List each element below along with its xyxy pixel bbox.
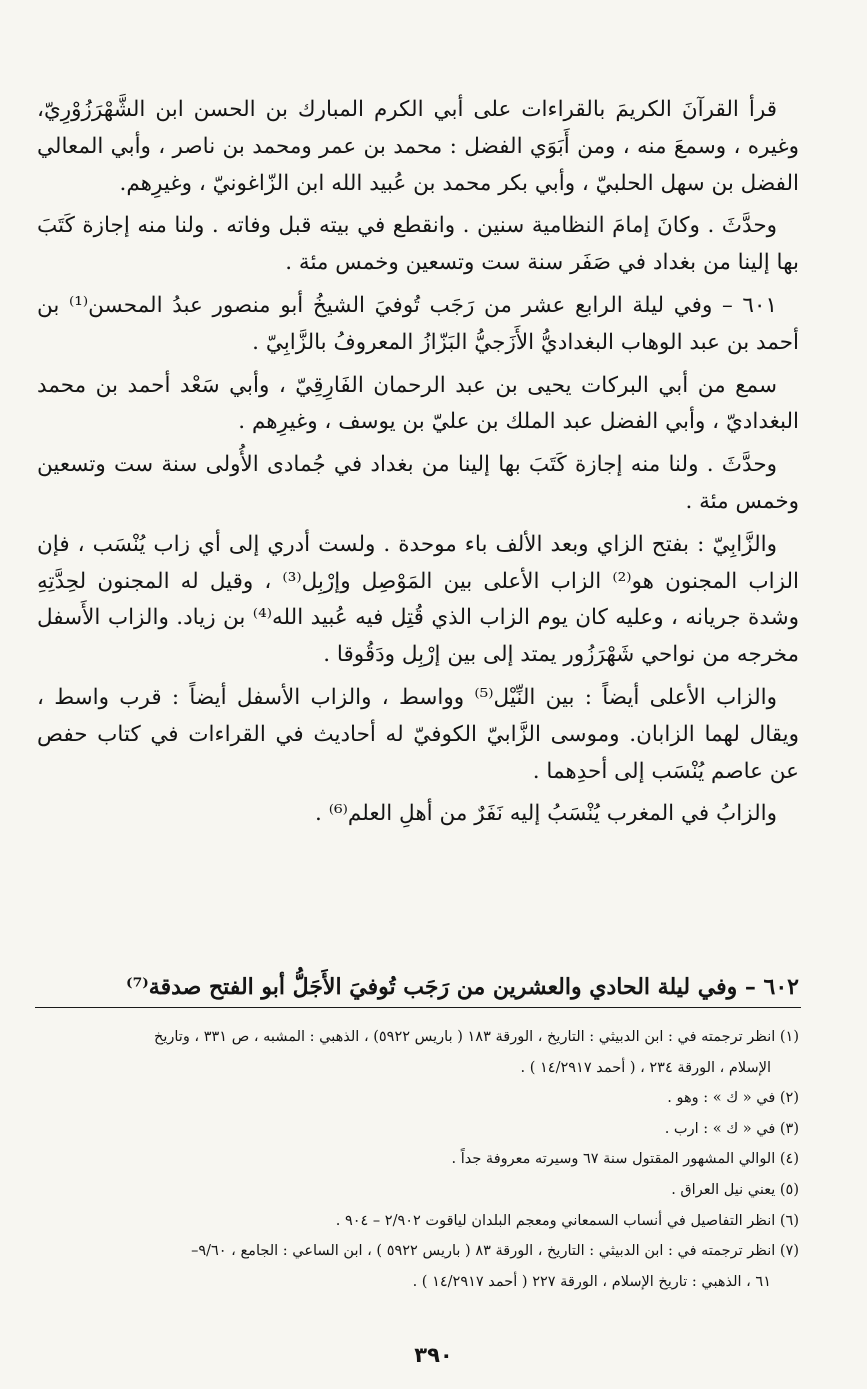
footnote-6: (٦) انظر التفاصيل في أنساب السمعاني ومعجم البلدان لياقوت ٢/٩٠٢ – ٩٠٤ . <box>335 1212 799 1229</box>
paragraph-upper-zab: والزاب الأعلى أيضاً : بين النِّيْل⁽⁵⁾ وواسط ، والزاب الأسفل أيضاً : قرب واسط ، ويقال لهما الزابان. وموسى الزَّابيّ الكوفيّ له أحاديث في القراءات في كتاب حفص عن عاصم يُنْسَب إلى أحدِهما . <box>37 684 799 784</box>
footnote-5: (٥) يعني نيل العراق . <box>671 1181 799 1198</box>
footnote-4: (٤) الوالي المشهور المقتول سنة ٦٧ وسيرته معروفة جداً . <box>451 1151 799 1168</box>
paragraph-biography-intro: قرأ القرآنَ الكريمَ بالقراءات على أبي الكرم المبارك بن الحسن ابن الشَّهْرَزُوْرِيّ، وغيره ، وسمعَ منه ، ومن أَبَوَي الفضل : محمد بن عمر ومحمد بن ناصر ، وأبي المعالي الفضل بن سهل الحلبيّ ، وأبي بكر محمد بن عُبيد الله ابن الزّاغونيّ ، وغيرِهم. <box>37 97 799 196</box>
footnote-3: (٣) في « ك » : ارب . <box>664 1120 799 1137</box>
footnote-7: (٧) انظر ترجمته في : ابن الدبيثي : التاريخ ، الورقة ٨٣ ( باريس ٥٩٢٢ ) ، ابن الساعي : الجامع ، ٩/٦٠– <box>191 1243 799 1260</box>
paragraph-maghreb-zab: والزابُ في المغرب يُنْسَبُ إليه نَفَرٌ من أهلِ العلم⁽⁶⁾ . <box>315 801 777 827</box>
footnote-7-continued: ٦١ ، الذهبي : تاريخ الإسلام ، الورقة ٢٢٧ ( أحمد ١٤/٢٩١٧ ) . <box>412 1273 771 1290</box>
footnote-1-continued: الإسلام ، الورقة ٢٣٤ ، ( أحمد ١٤/٢٩١٧ ) . <box>520 1059 771 1076</box>
main-text <box>37 92 799 833</box>
footnotes <box>37 1022 799 1297</box>
footnote-2: (٢) في « ك » : وهو . <box>667 1090 799 1107</box>
page-number: ٣٩٠ <box>414 1343 453 1367</box>
entry-601: ٦٠١ – وفي ليلة الرابع عشر من رَجَب تُوفيَ الشيخُ أبو منصور عبدُ المحسن⁽¹⁾ بن أحمد بن عبد الوهاب البغداديُّ الأَزَجيُّ البَزّازُ المعروفُ بالزَّابِيّ . <box>37 292 799 355</box>
paragraph-narration-2: وحدَّثَ . ولنا منه إجازة كَتَبَ بها إلينا من بغداد في جُمادى الأُولى سنة ست وتسعين وخمس مئة . <box>37 452 799 514</box>
entry-602: ٦٠٢ – وفي ليلة الحادي والعشرين من رَجَب تُوفيَ الأَجَلُّ أبو الفتح صدقة⁽⁷⁾ <box>126 974 799 1000</box>
paragraph-teachers: سمع من أبي البركات يحيى بن عبد الرحمان الفَارِقِيّ ، وأبي سَعْد أحمد بن محمد البغداديّ ، وأبي الفضل عبد الملك بن عليّ بن يوسف ، وغيرِهم . <box>37 372 799 435</box>
paragraph-narration-1: وحدَّثَ . وكانَ إمامَ النظامية سنين . وانقطع في بيته قبل وفاته . ولنا منه إجازة كَتَبَ بها إلينا من بغداد في صَفَر سنة ست وتسعين وخمس مئة . <box>37 213 799 276</box>
paragraph-zabi-definition: والزَّابِيّ : بفتح الزاي وبعد الألف باء موحدة . ولست أدري إلى أي زاب يُنْسَب ، فإن الزاب المجنون هو⁽²⁾ الزاب الأعلى بين المَوْصِل وإرْبِل⁽³⁾ ، وقيل له المجنون لحِدَّتِهِ وشدة جريانه ، وعليه كان يوم الزاب الذي قُتِل فيه عُبيد الله⁽⁴⁾ بن زياد. والزاب الأَسفل مخرجه من نواحي شَهْرَزُور يمتد إلى بين إرْبِل ودَقُوقا . <box>37 531 800 668</box>
footnote-1: (١) انظر ترجمته في : ابن الدبيثي : التاريخ ، الورقة ١٨٣ ( باريس ٥٩٢٢) ، الذهبي : المشبه ، ص ٣٣١ ، وتاريخ <box>153 1029 799 1045</box>
footnote-divider <box>35 1007 801 1008</box>
